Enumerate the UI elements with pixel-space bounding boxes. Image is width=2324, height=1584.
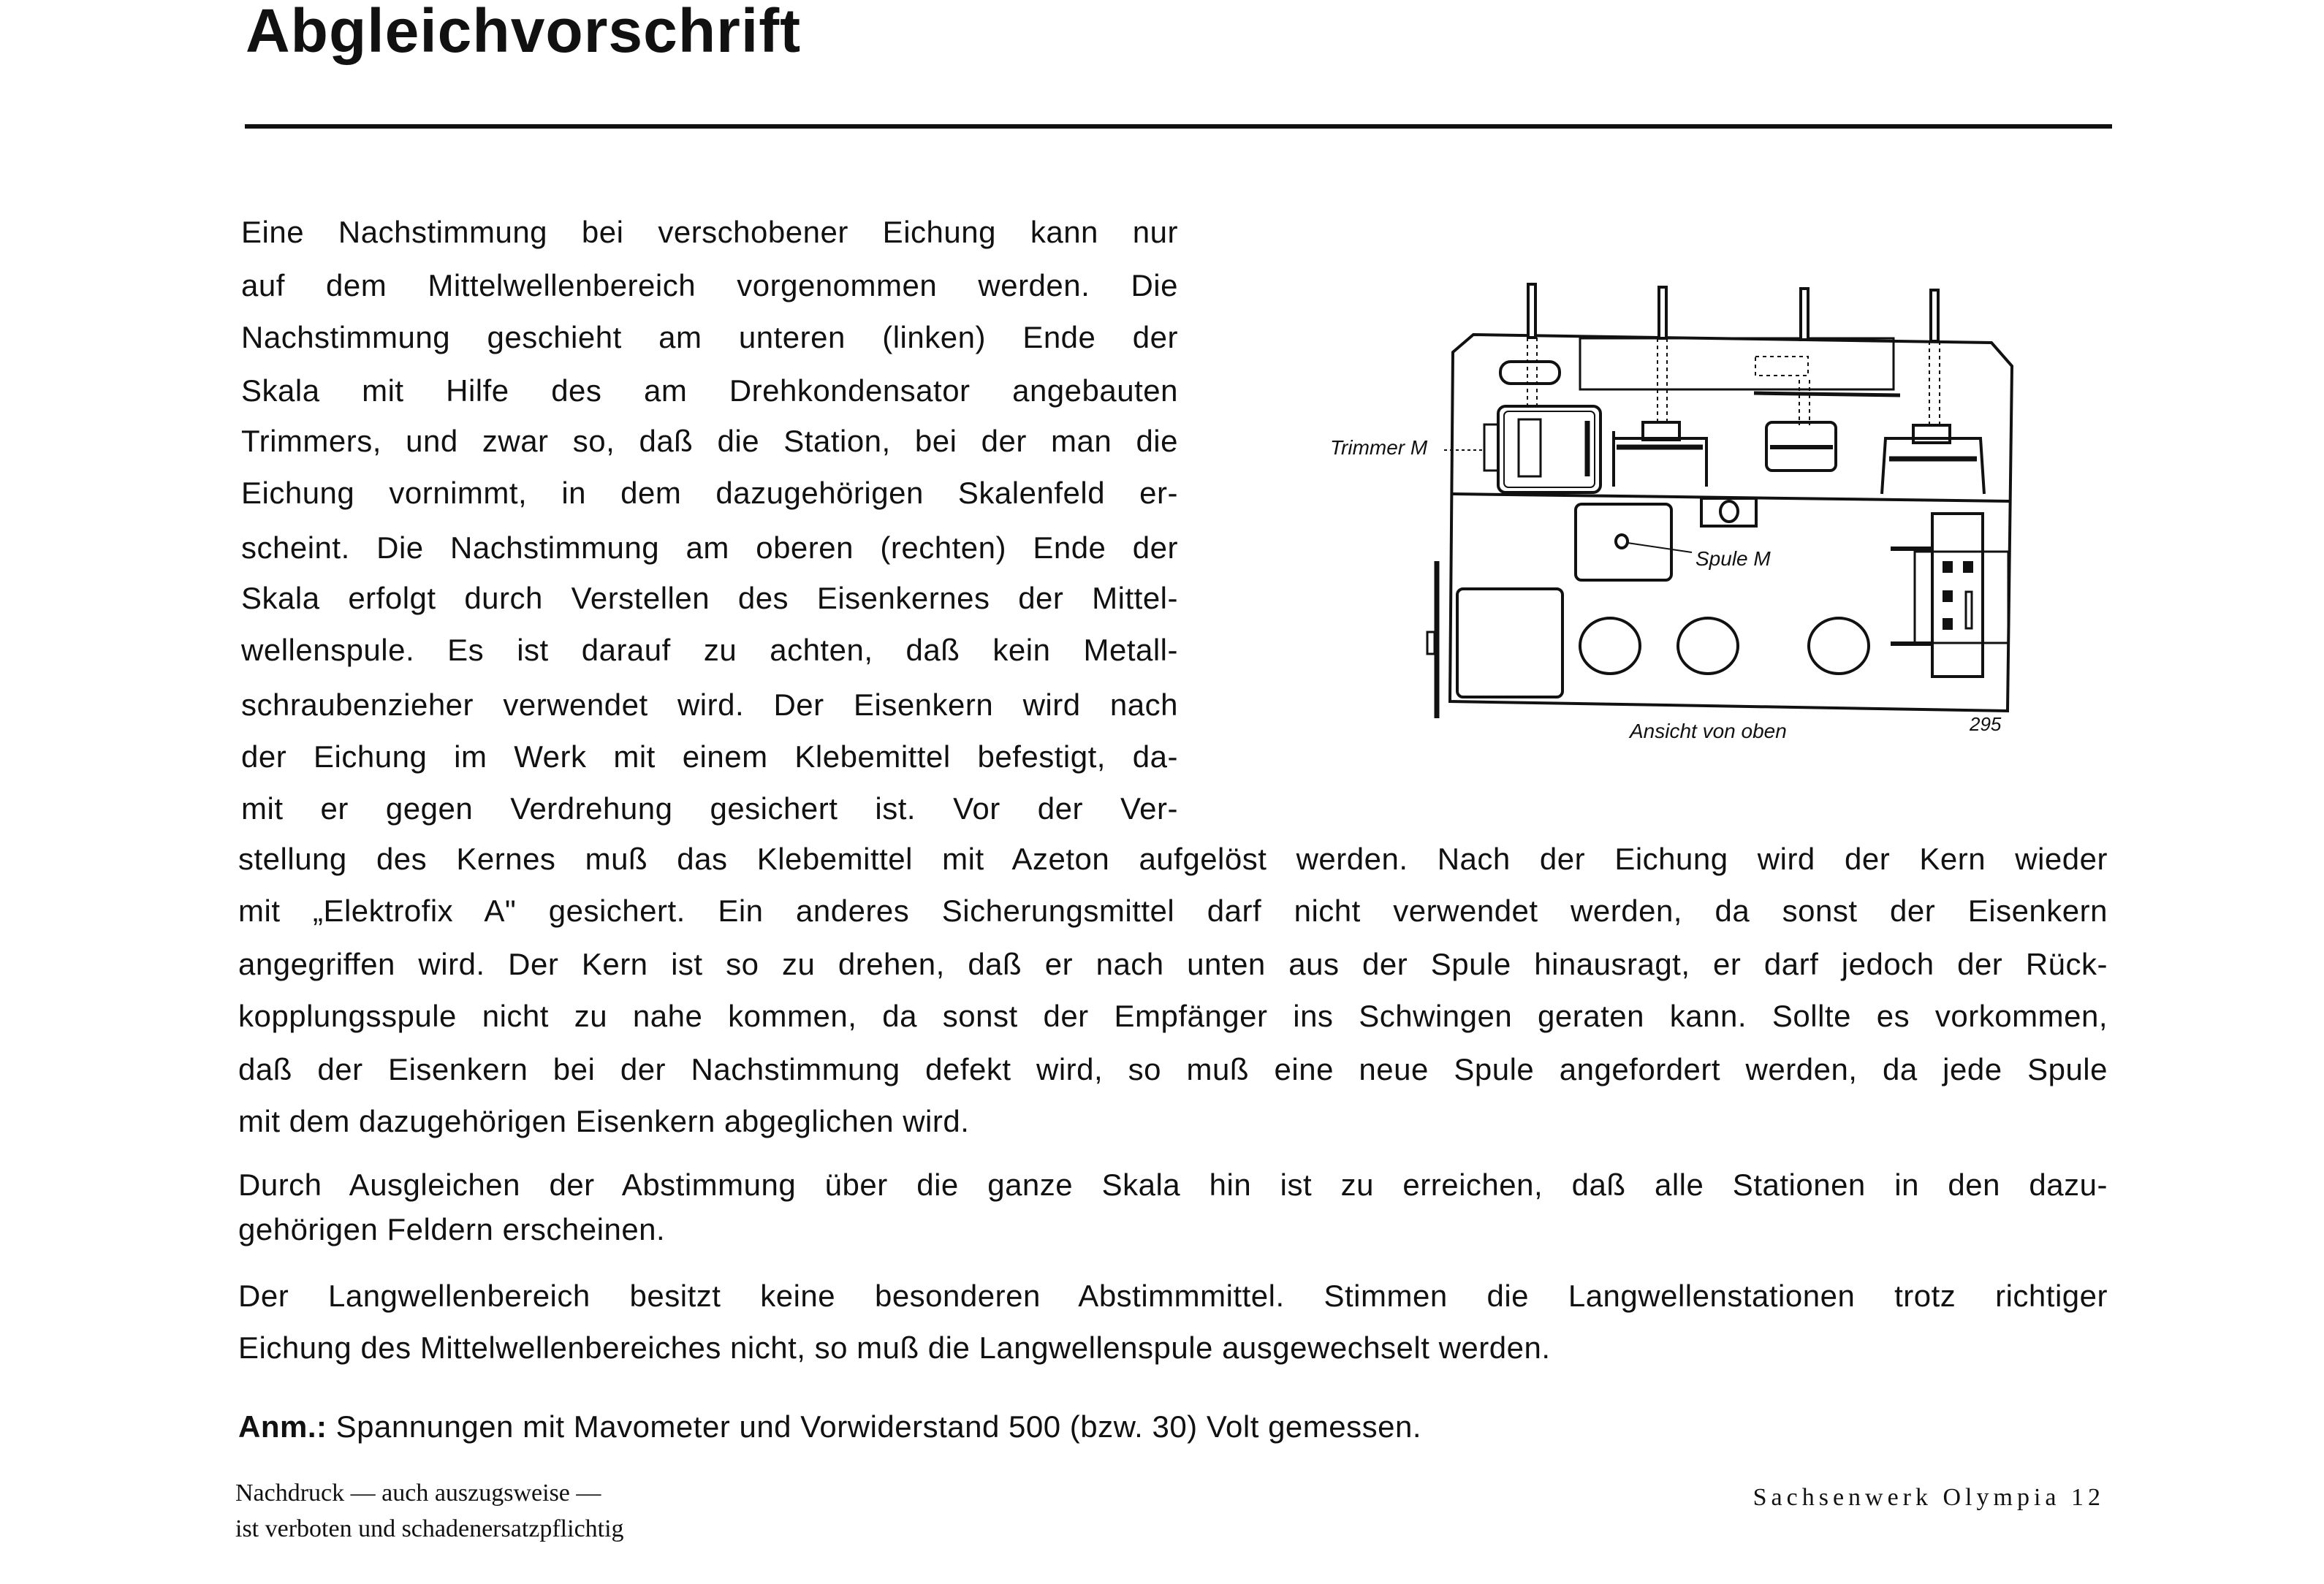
chassis-diagram (1315, 263, 2032, 745)
coil-sockets (1614, 422, 1984, 494)
note-line (238, 1405, 2108, 1449)
text-line: daß der Eisenkern bei der Nachstimmung defekt wird, so muß eine neue Spule angefordert werden, da jede Spule (238, 1052, 2108, 1086)
copyright-line-2: ist verboten und schadenersatzpflichtig (235, 1515, 624, 1542)
text-line: Der Langwellenbereich besitzt keine besonderen Abstimmmittel. Stimmen die Langwellenstationen trotz richtiger (238, 1279, 2108, 1313)
figure-number: 295 (1970, 713, 2002, 735)
text-line: Skala mit Hilfe des am Drehkondensator angebauten (241, 373, 1178, 408)
text-line: Nachstimmung geschieht am unteren (linken) Ende der (241, 320, 1178, 354)
text-line: mit „Elektrofix A" gesichert. Ein anderes Sicherungsmittel darf nicht verwendet werden, da sonst der Eisenkern (238, 894, 2108, 928)
trimmer-label: Trimmer M (1330, 436, 1428, 459)
text-line: angegriffen wird. Der Kern ist so zu drehen, daß er nach unten aus der Spule hinausragt, er darf jedoch der Rück- (238, 947, 2108, 981)
text-line: Durch Ausgleichen der Abstimmung über die ganze Skala hin ist zu erreichen, daß alle Stationen in den dazu- (238, 1168, 2108, 1202)
text-line: gehörigen Feldern erscheinen. (238, 1212, 666, 1246)
tube-sockets (1580, 618, 1869, 674)
text-line: mit er gegen Verdrehung gesichert ist. Vor der Ver- (241, 791, 1178, 826)
title-rule (245, 124, 2112, 129)
text-line: Eichung des Mittelwellenbereiches nicht, so muß die Langwellenspule ausgewechselt werden. (238, 1330, 1551, 1365)
text-line: wellenspule. Es ist darauf zu achten, daß kein Metall- (241, 633, 1178, 667)
shafts (1527, 284, 1940, 425)
note-text: Spannungen mit Mavometer und Vorwiderstand 500 (bzw. 30) Volt gemessen. (327, 1409, 1422, 1444)
text-line: der Eichung im Werk mit einem Klebemittel befestigt, da- (241, 739, 1178, 774)
note-label: Anm.: (238, 1409, 327, 1444)
text-line: scheint. Die Nachstimmung am oberen (rechten) Ende der (241, 530, 1178, 565)
text-line: kopplungsspule nicht zu nahe kommen, da sonst der Empfänger ins Schwingen geraten kann. Sollte es vorkommen, (238, 999, 2108, 1033)
text-line: Skala erfolgt durch Verstellen des Eisenkernes der Mittel- (241, 581, 1178, 615)
text-line: Eine Nachstimmung bei verschobener Eichung kann nur (241, 215, 1178, 249)
switch-block (1891, 514, 2008, 677)
text-line: mit dem dazugehörigen Eisenkern abgeglichen wird. (238, 1104, 970, 1138)
left-box (1427, 561, 1562, 718)
text-line: schraubenzieher verwendet wird. Der Eisenkern wird nach (241, 688, 1178, 722)
trimmer-capacitor (1484, 362, 1600, 492)
page-footer-title: Sachsenwerk Olympia 12 (1753, 1484, 2105, 1511)
diagram-caption: Ansicht von oben (1630, 720, 1787, 742)
text-line: auf dem Mittelwellenbereich vorgenommen werden. Die (241, 268, 1178, 302)
text-line: Trimmers, und zwar so, daß die Station, bei der man die (241, 424, 1178, 458)
page-title: Abgleichvorschrift (246, 0, 802, 65)
coil-label: Spule M (1695, 547, 1771, 570)
text-line: Eichung vornimmt, in dem dazugehörigen Skalenfeld er- (241, 476, 1178, 510)
copyright-line-1: Nachdruck — auch auszugsweise — (235, 1480, 601, 1507)
text-line: stellung des Kernes muß das Klebemittel mit Azeton aufgelöst werden. Nach der Eichung wird der Kern wieder (238, 842, 2108, 876)
